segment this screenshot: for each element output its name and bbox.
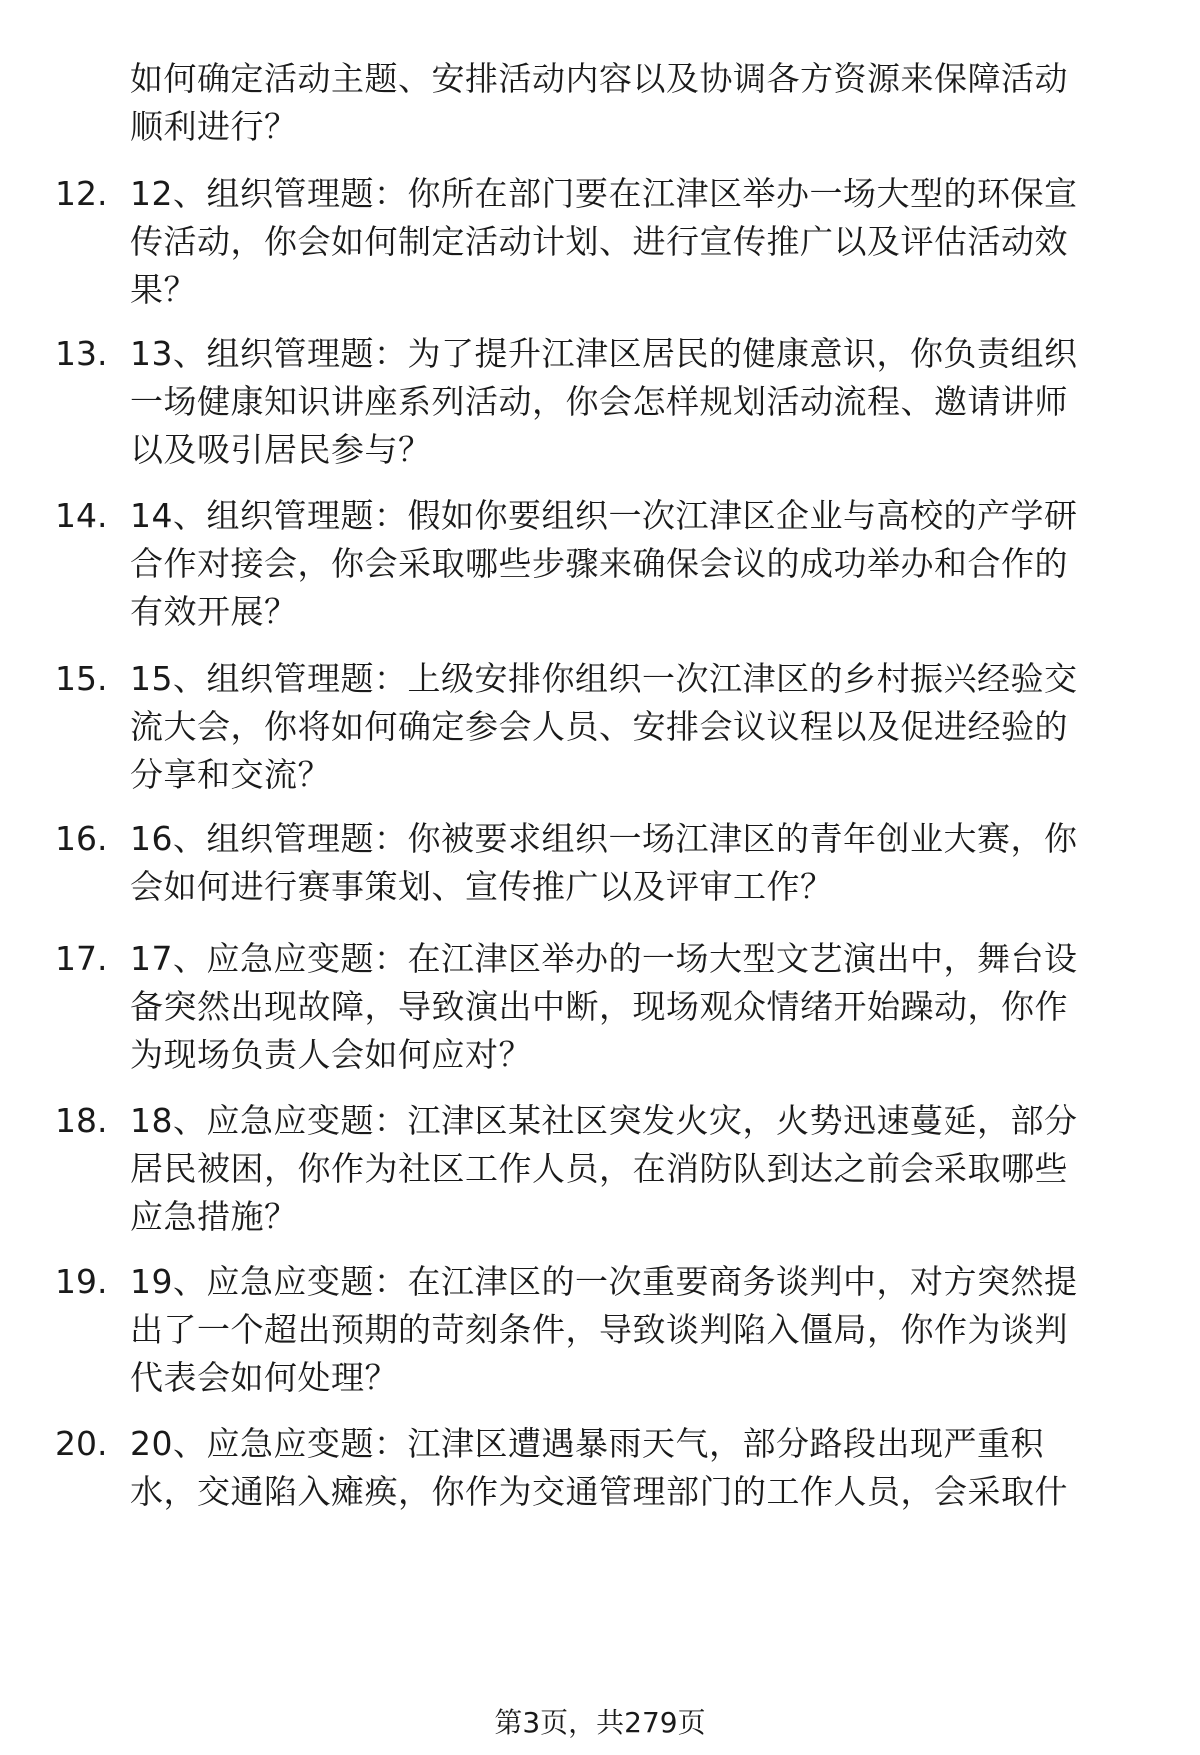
text-line: 如何确定活动主题、安排活动内容以及协调各方资源来保障活动 <box>130 59 1068 98</box>
text-line: 合作对接会，你会采取哪些步骤来确保会议的成功举办和合作的 <box>130 544 1068 583</box>
text-line: 会如何进行赛事策划、宣传推广以及评审工作？ <box>130 867 834 906</box>
text-line: 有效开展？ <box>130 592 298 631</box>
item-number: 12. <box>55 174 108 213</box>
text-line: 代表会如何处理？ <box>130 1358 398 1397</box>
text-line: 17、应急应变题：在江津区举办的一场大型文艺演出中，舞台设 <box>130 939 1078 978</box>
text-line: 12、组织管理题：你所在部门要在江津区举办一场大型的环保宣 <box>130 174 1078 213</box>
text-line: 流大会，你将如何确定参会人员、安排会议议程以及促进经验的 <box>130 707 1068 746</box>
text-line: 19、应急应变题：在江津区的一次重要商务谈判中，对方突然提 <box>130 1262 1078 1301</box>
item-number: 20. <box>55 1424 108 1463</box>
text-line: 14、组织管理题：假如你要组织一次江津区企业与高校的产学研 <box>130 496 1078 535</box>
item-number: 13. <box>55 334 108 373</box>
text-line: 16、组织管理题：你被要求组织一场江津区的青年创业大赛，你 <box>130 819 1078 858</box>
item-number: 14. <box>55 496 108 535</box>
text-line: 为现场负责人会如何应对？ <box>130 1035 532 1074</box>
text-line: 备突然出现故障，导致演出中断，现场观众情绪开始躁动，你作 <box>130 987 1068 1026</box>
page-number: 第3页，共279页 <box>494 1706 706 1739</box>
text-line: 传活动，你会如何制定活动计划、进行宣传推广以及评估活动效 <box>130 222 1068 261</box>
item-number: 19. <box>55 1262 108 1301</box>
text-line: 分享和交流？ <box>130 755 331 794</box>
text-line: 20、应急应变题：江津区遭遇暴雨天气，部分路段出现严重积 <box>130 1424 1044 1463</box>
text-line: 顺利进行？ <box>130 107 298 146</box>
text-line: 居民被困，你作为社区工作人员，在消防队到达之前会采取哪些 <box>130 1149 1068 1188</box>
item-number: 18. <box>55 1101 108 1140</box>
text-line: 13、组织管理题：为了提升江津区居民的健康意识，你负责组织 <box>130 334 1078 373</box>
text-line: 15、组织管理题：上级安排你组织一次江津区的乡村振兴经验交 <box>130 659 1078 698</box>
text-line: 出了一个超出预期的苛刻条件，导致谈判陷入僵局，你作为谈判 <box>130 1310 1068 1349</box>
text-line: 18、应急应变题：江津区某社区突发火灾，火势迅速蔓延，部分 <box>130 1101 1078 1140</box>
item-number: 16. <box>55 819 108 858</box>
item-number: 15. <box>55 659 108 698</box>
text-line: 果？ <box>130 270 197 309</box>
text-line: 以及吸引居民参与？ <box>130 430 432 469</box>
text-line: 一场健康知识讲座系列活动，你会怎样规划活动流程、邀请讲师 <box>130 382 1068 421</box>
text-line: 应急措施？ <box>130 1197 298 1236</box>
item-number: 17. <box>55 939 108 978</box>
text-line: 水，交通陷入瘫痪，你作为交通管理部门的工作人员，会采取什 <box>130 1472 1068 1511</box>
